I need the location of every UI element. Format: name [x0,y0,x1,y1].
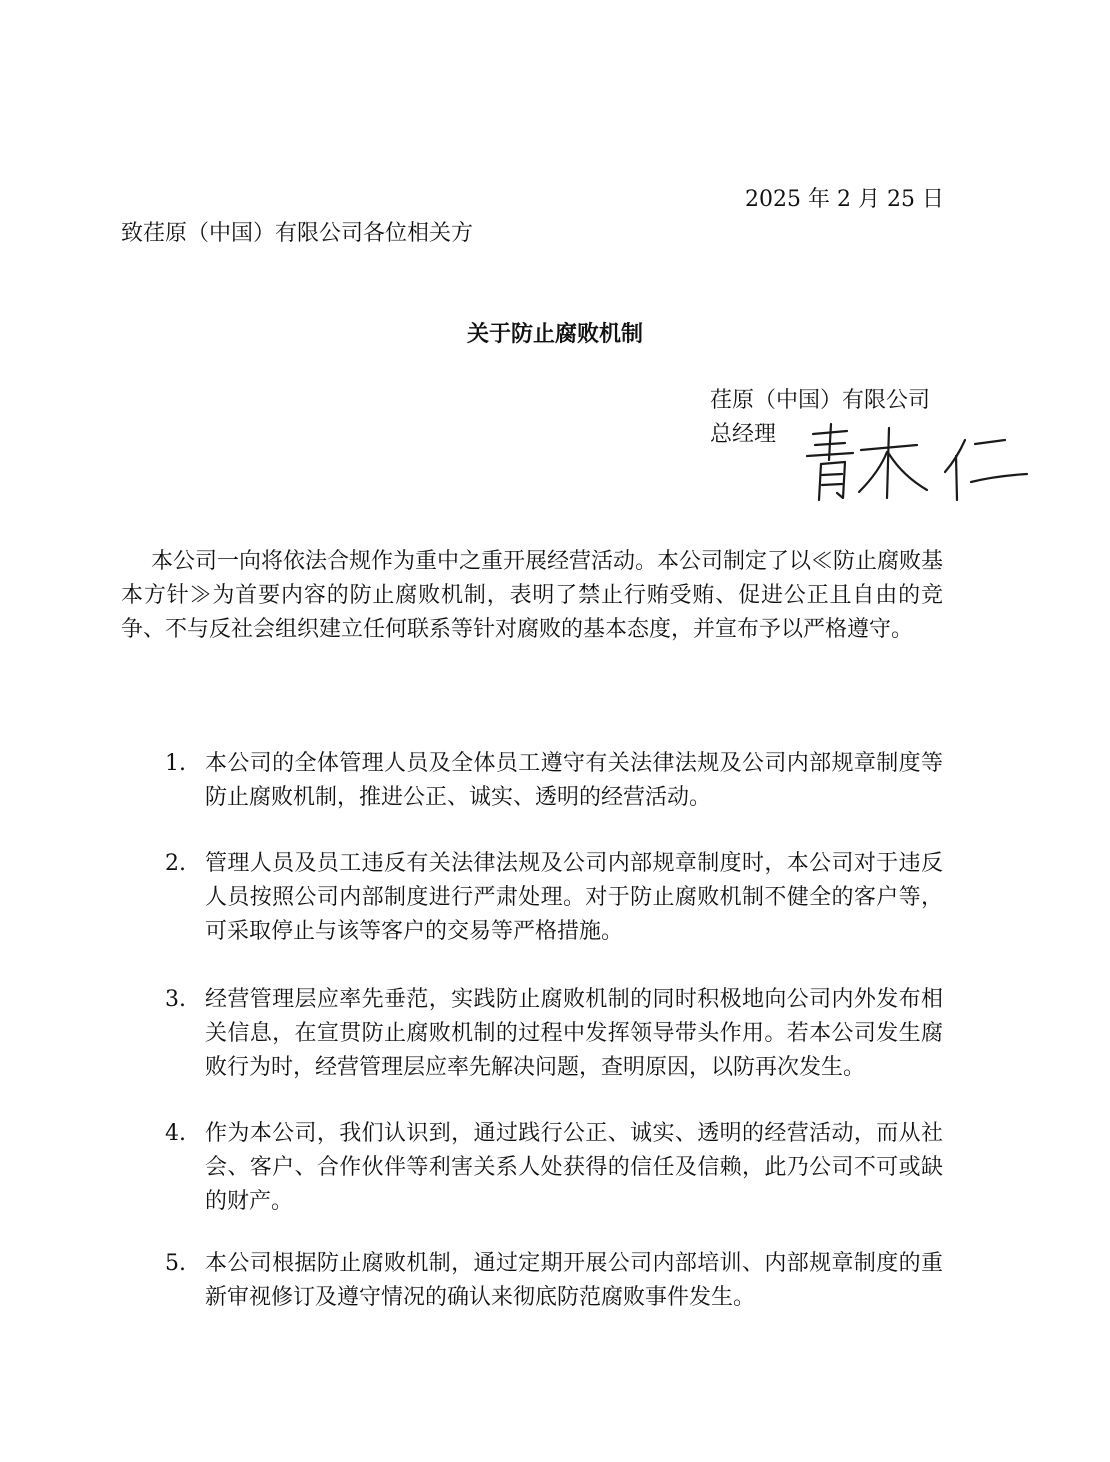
item-text: 作为本公司，我们认识到，通过践行公正、诚实、透明的经营活动，而从社会、客户、合作伙伴等利害关系人处获得的信任及信赖，此乃公司不可或缺的财产。 [205,1121,943,1214]
signature-stroke [956,456,957,500]
signature-stroke [819,464,821,500]
item-number: 5. [165,1251,186,1276]
item-text: 本公司根据防止腐败机制，通过定期开展公司内部培训、内部规章制度的重新审视修订及遵守情况的确认来彻底防范腐败事件发生。 [205,1251,943,1310]
sender-position: 总经理 [710,422,777,447]
document-title: 关于防止腐败机制 [466,322,643,347]
letter-date: 2025 年 2 月 25 日 [745,187,944,212]
item-number: 3. [165,987,186,1012]
signature-stroke [971,474,1027,482]
signature-stroke [807,453,853,456]
item-text: 本公司的全体管理人员及全体员工遵守有关法律法规及公司内部规章制度等防止腐败机制，推进公正、诚实、透明的经营活动。 [205,751,943,810]
item-text: 经营管理层应率先垂范，实践防止腐败机制的同时积极地向公司内外发布相关信息，在宣贯防止腐败机制的过程中发挥领导带头作用。若本公司发生腐败行为时，经营管理层应率先解决问题，查明原因，以防再次发生。 [205,987,943,1080]
signature-stroke [815,443,845,445]
signature-stroke [822,474,842,475]
item-number: 4. [165,1121,186,1146]
signature-stroke [822,484,842,485]
item-number: 1. [165,751,186,776]
intro-paragraph: 本公司一向将依法合规作为重中之重开展经营活动。本公司制定了以≪防止腐败基本方针≫为首要内容的防止腐败机制，表明了禁止行贿受贿、促进公正且自由的竞争、不与反社会组织建立任何联系等针对腐败的基本态度，并宣布予以严格遵守。 [121,549,944,642]
signature-stroke [889,454,927,490]
signature-stroke [859,452,887,492]
item-text: 管理人员及员工违反有关法律法规及公司内部规章制度时，本公司对于违反人员按照公司内部制度进行严肃处理。对于防止腐败机制不健全的客户等，可采取停止与该等客户的交易等严格措施。 [205,851,943,944]
sender-company: 荏原（中国）有限公司 [710,388,931,413]
handwritten-signature [795,420,1035,505]
signature-stroke [821,462,845,498]
item-number: 2. [165,851,186,876]
signature-stroke [887,428,889,498]
signature-stroke [975,440,1005,444]
addressee: 致荏原（中国）有限公司各位相关方 [121,221,474,246]
